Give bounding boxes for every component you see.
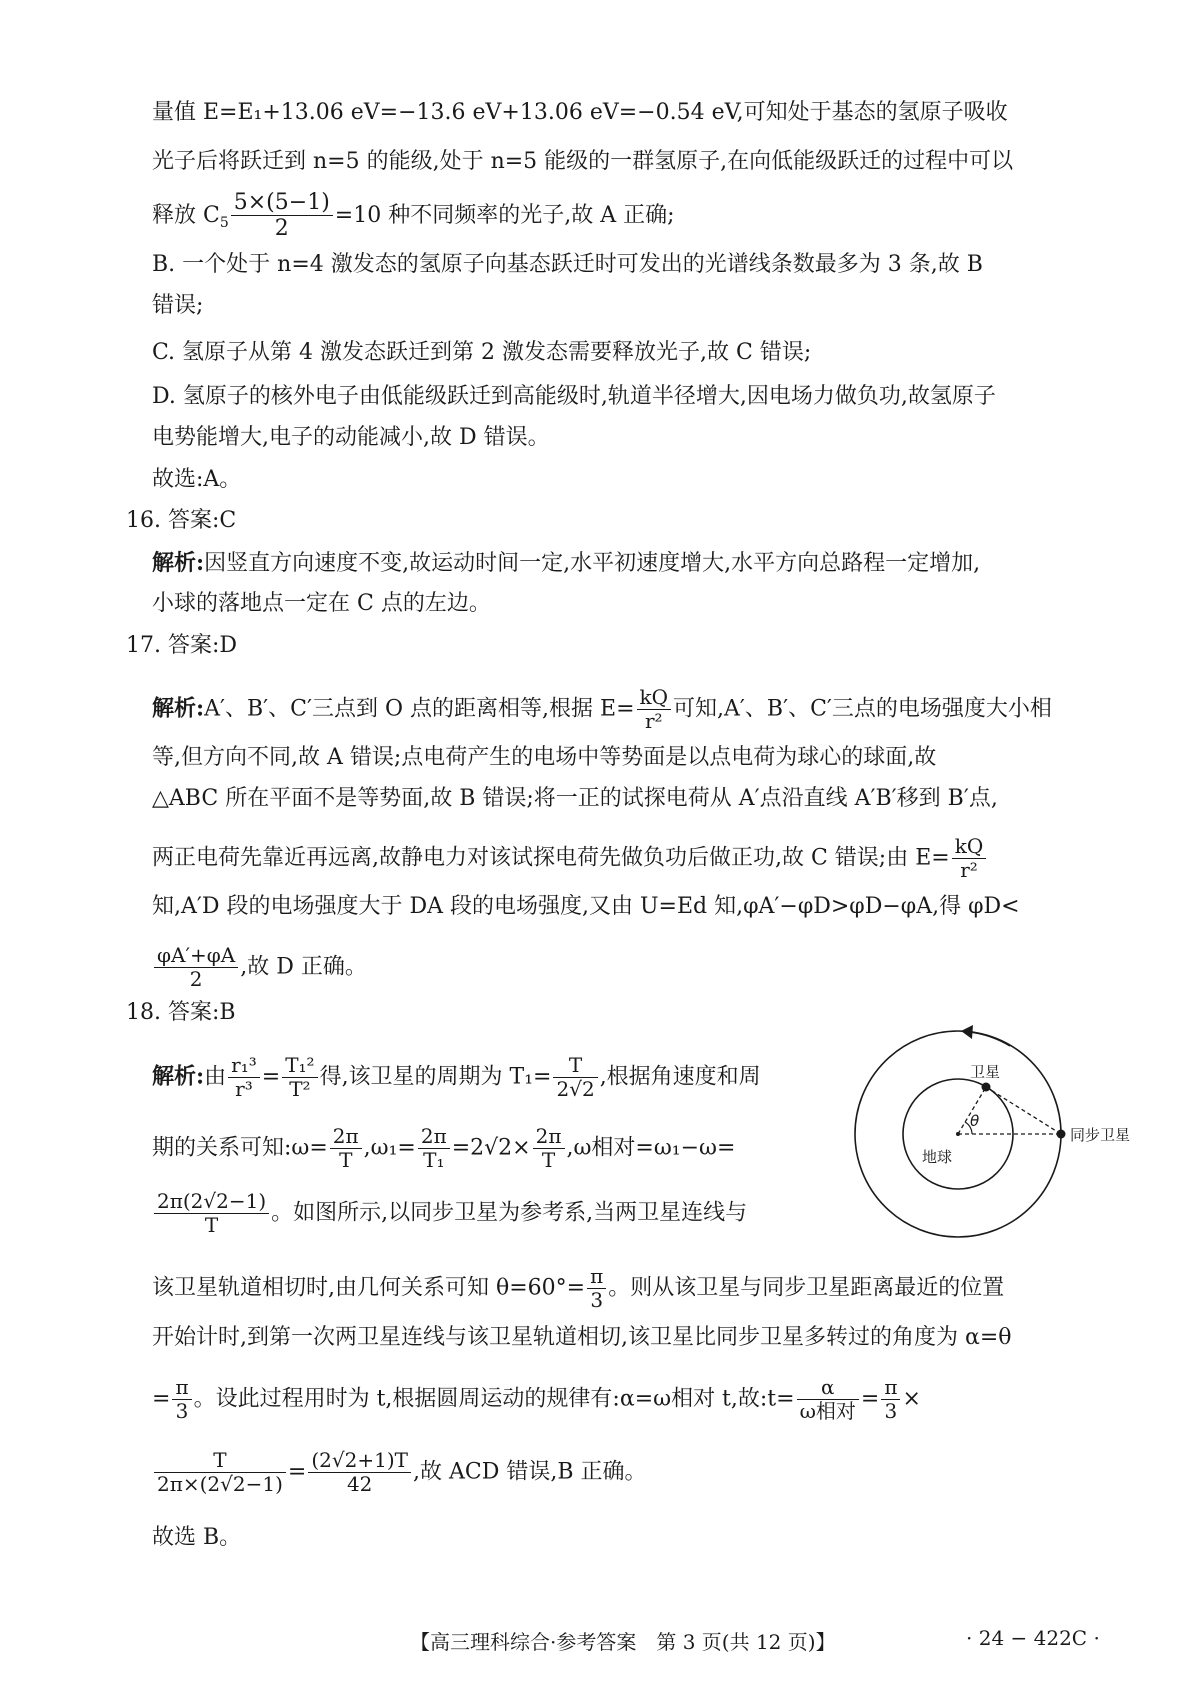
fraction-numerator: T — [154, 1449, 286, 1473]
text-segment: 得,该卫星的周期为 T₁= — [319, 1064, 552, 1090]
text-line — [152, 1125, 735, 1172]
text-line: C. 氢原子从第 4 激发态跃迁到第 2 激发态需要释放光子,故 C 错误; — [152, 340, 812, 365]
text-segment: = — [860, 1386, 880, 1412]
fraction — [172, 1376, 191, 1423]
analysis-label: 解析: — [152, 695, 205, 722]
fraction-numerator: π — [881, 1376, 900, 1400]
text-line: 电势能增大,电子的动能减小,故 D 错误。 — [152, 425, 550, 450]
fraction-denominator: r³ — [235, 1077, 253, 1101]
text-segment: = — [287, 1459, 307, 1485]
fraction-numerator: 2π(2√2−1) — [154, 1190, 269, 1214]
text-segment: ,根据角速度和周 — [599, 1064, 761, 1090]
fraction — [228, 1054, 260, 1101]
fraction-denominator: 3 — [175, 1399, 189, 1423]
fraction-denominator: r² — [644, 709, 663, 733]
text-line — [152, 1054, 761, 1101]
fraction — [418, 1125, 450, 1172]
page-code: · 24 − 422C · — [966, 1626, 1100, 1650]
text-line: 等,但方向不同,故 A 错误;点电荷产生的电场中等势面是以点电荷为球心的球面,故 — [152, 745, 937, 770]
sync-satellite-dot — [1057, 1130, 1066, 1139]
fraction — [533, 1125, 565, 1172]
fraction-numerator: kQ — [952, 835, 987, 859]
fraction-numerator: 2π — [330, 1125, 362, 1149]
text-segment: 期的关系可知:ω= — [152, 1135, 328, 1161]
text-segment: ,故 ACD 错误,B 正确。 — [412, 1459, 647, 1485]
fraction-numerator: φA′+φA — [154, 944, 238, 968]
text-line: 光子后将跃迁到 n=5 的能级,处于 n=5 能级的一群氢原子,在向低能级跃迁的过程中可以 — [152, 149, 1014, 174]
rotation-arrow — [970, 1032, 1010, 1046]
question-heading: 17. 答案:D — [126, 633, 238, 658]
fraction-denominator: T² — [289, 1077, 311, 1101]
fraction-denominator: 3 — [590, 1288, 604, 1312]
text-segment: 该卫星轨道相切时,由几何关系可知 θ=60°= — [152, 1275, 586, 1301]
fraction-numerator: T₁² — [282, 1054, 317, 1078]
text-segment: 。则从该卫星与同步卫星距离最近的位置 — [608, 1275, 1005, 1301]
fraction — [587, 1265, 606, 1312]
fraction-denominator: 2 — [189, 967, 203, 991]
fraction-denominator: T₁ — [423, 1148, 445, 1172]
fraction-numerator: π — [587, 1265, 606, 1289]
text-line — [152, 1376, 921, 1423]
earth-label: 地球 — [922, 1148, 953, 1166]
theta-label: θ — [970, 1112, 980, 1130]
question-heading: 18. 答案:B — [126, 1000, 236, 1025]
text-segment: A′、B′、C′三点到 O 点的距离相等,根据 E= — [204, 696, 635, 722]
text-segment: =10 种不同频率的光子,故 A 正确; — [334, 202, 675, 228]
fraction-numerator: π — [172, 1376, 191, 1400]
text-segment: 由 — [204, 1064, 227, 1090]
fraction — [154, 1449, 286, 1496]
text-segment: = — [261, 1064, 281, 1090]
fraction-denominator: r² — [960, 858, 978, 882]
text-segment: 因竖直方向速度不变,故运动时间一定,水平初速度增大,水平方向总路程一定增加, — [204, 551, 981, 576]
fraction — [637, 686, 672, 733]
fraction — [553, 1054, 597, 1101]
text-segment: ,ω相对=ω₁−ω= — [566, 1135, 736, 1161]
text-segment: = — [152, 1386, 171, 1412]
question-heading: 16. 答案:C — [126, 508, 237, 533]
text-line: 故选 B。 — [152, 1525, 242, 1550]
fraction — [154, 1190, 269, 1237]
satellite-dot — [982, 1083, 991, 1092]
text-line — [152, 1190, 747, 1237]
text-line: 开始计时,到第一次两卫星连线与该卫星轨道相切,该卫星比同步卫星多转过的角度为 α=θ — [152, 1325, 1012, 1350]
fraction-numerator: 2π — [418, 1125, 450, 1149]
fraction-numerator: α — [797, 1376, 859, 1400]
fraction — [952, 835, 987, 882]
text-line — [152, 1449, 646, 1496]
sync-satellite-label: 同步卫星 — [1070, 1126, 1131, 1144]
earth-center-dot — [956, 1132, 960, 1136]
text-line — [152, 686, 1052, 733]
analysis-label: 解析: — [152, 1063, 205, 1090]
text-line: 小球的落地点一定在 C 点的左边。 — [152, 591, 491, 616]
text-segment: × — [902, 1386, 921, 1412]
text-segment: =2√2× — [451, 1135, 531, 1161]
fraction — [231, 190, 333, 242]
tangent-line — [986, 1087, 1061, 1134]
fraction-numerator: r₁³ — [228, 1054, 260, 1078]
arrow-head-icon — [961, 1025, 973, 1039]
fraction-denominator: 2 — [274, 216, 289, 242]
fraction-denominator: T — [541, 1148, 556, 1172]
fraction-denominator: 42 — [346, 1472, 373, 1496]
fraction — [797, 1376, 859, 1423]
fraction — [330, 1125, 362, 1172]
fraction-numerator: 5×(5−1) — [231, 190, 333, 216]
fraction-denominator: 3 — [884, 1399, 898, 1423]
fraction-numerator: kQ — [637, 686, 672, 710]
text-line: 错误; — [152, 293, 204, 318]
text-line: △ABC 所在平面不是等势面,故 B 错误;将一正的试探电荷从 A′点沿直线 A′B′移到 B′点, — [152, 786, 998, 811]
text-line: D. 氢原子的核外电子由低能级跃迁到高能级时,轨道半径增大,因电场力做负功,故氢原子 — [152, 384, 996, 409]
text-segment: 释放 C — [152, 202, 220, 228]
fraction-numerator: 2π — [533, 1125, 565, 1149]
fraction-denominator: T — [204, 1213, 219, 1237]
fraction-numerator: T — [553, 1054, 597, 1078]
fraction-numerator: (2√2+1)T — [308, 1449, 411, 1473]
text-segment: 可知,A′、B′、C′三点的电场强度大小相 — [673, 696, 1052, 722]
text-segment: 。设此过程用时为 t,根据圆周运动的规律有:α=ω相对 t,故:t= — [193, 1386, 795, 1412]
fraction — [881, 1376, 900, 1423]
analysis-label: 解析: — [152, 550, 205, 576]
fraction — [308, 1449, 411, 1496]
text-line — [152, 1265, 1004, 1312]
fraction — [282, 1054, 317, 1101]
fraction — [154, 944, 238, 991]
text-line: 知,A′D 段的电场强度大于 DA 段的电场强度,又由 U=Ed 知,φA′−φD>φD−φA,得 φD< — [152, 894, 1020, 919]
text-line: B. 一个处于 n=4 激发态的氢原子向基态跃迁时可发出的光谱线条数最多为 3 条,故 B — [152, 252, 983, 277]
text-line: 释放 $C_5$ $\frac{5\times(5-1)}{2}$ =10 种不同频率的光子,故 A 正确; — [152, 190, 675, 242]
satellite-label: 卫星 — [970, 1063, 1001, 1081]
fraction-denominator: T — [339, 1148, 353, 1172]
text-segment: ,故 D 正确。 — [240, 954, 367, 980]
orbit-diagram — [820, 1010, 1131, 1250]
fraction-denominator: ω相对 — [799, 1399, 856, 1423]
page-footer: 【高三理科综合·参考答案 第 3 页(共 12 页)】 — [410, 1630, 836, 1654]
text-line — [152, 944, 367, 991]
fraction-denominator: 2π×(2√2−1) — [157, 1472, 283, 1496]
text-segment: 两正电荷先靠近再远离,故静电力对该试探电荷先做负功后做正功,故 C 错误;由 E= — [152, 845, 950, 871]
text-line — [152, 835, 988, 882]
text-segment: 。如图所示,以同步卫星为参考系,当两卫星连线与 — [271, 1200, 748, 1226]
text-segment: ,ω₁= — [363, 1135, 416, 1161]
text-line — [152, 548, 980, 579]
text-line: 故选:A。 — [152, 467, 242, 492]
fraction-denominator: 2√2 — [556, 1077, 595, 1101]
text-line: 量值 E=E₁+13.06 eV=−13.6 eV+13.06 eV=−0.54 eV,可知处于基态的氢原子吸收 — [152, 100, 1008, 125]
